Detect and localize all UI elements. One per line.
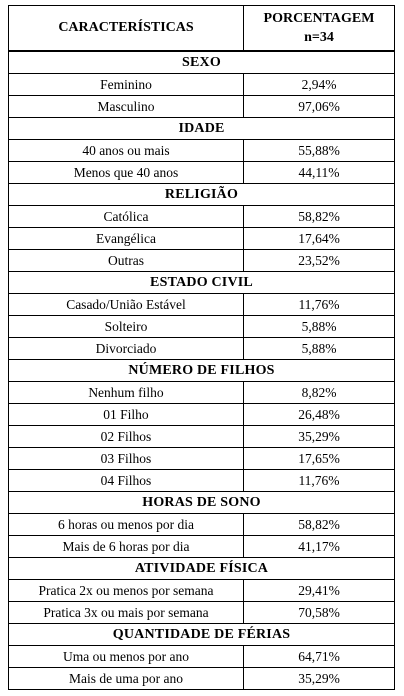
row-percentage: 2,94% [244, 74, 395, 96]
row-percentage: 58,82% [244, 514, 395, 536]
row-label: Masculino [9, 96, 244, 118]
table-row [9, 382, 395, 404]
section-title: RELIGIÃO [9, 184, 395, 206]
table-row [9, 228, 395, 250]
header-percentage-label: PORCENTAGEM [263, 11, 375, 26]
section-header-row [9, 360, 395, 382]
row-label: Pratica 3x ou mais por semana [9, 602, 244, 624]
table-row [9, 74, 395, 96]
table-row [9, 162, 395, 184]
section-header-row [9, 51, 395, 74]
section-title: HORAS DE SONO [9, 492, 395, 514]
row-percentage: 11,76% [244, 470, 395, 492]
row-percentage: 44,11% [244, 162, 395, 184]
row-label: 02 Filhos [9, 426, 244, 448]
row-percentage: 17,65% [244, 448, 395, 470]
header-row [9, 6, 395, 52]
table-row [9, 536, 395, 558]
row-percentage: 35,29% [244, 426, 395, 448]
row-percentage: 29,41% [244, 580, 395, 602]
row-label: Outras [9, 250, 244, 272]
row-percentage: 23,52% [244, 250, 395, 272]
table-row [9, 96, 395, 118]
row-percentage: 97,06% [244, 96, 395, 118]
row-percentage: 35,29% [244, 668, 395, 690]
row-percentage: 41,17% [244, 536, 395, 558]
row-percentage: 17,64% [244, 228, 395, 250]
section-header-row [9, 558, 395, 580]
row-percentage: 11,76% [244, 294, 395, 316]
section-header-row [9, 272, 395, 294]
row-percentage: 8,82% [244, 382, 395, 404]
section-header-row [9, 184, 395, 206]
table-row [9, 404, 395, 426]
section-title: NÚMERO DE FILHOS [9, 360, 395, 382]
row-percentage: 55,88% [244, 140, 395, 162]
table-row [9, 316, 395, 338]
table-row [9, 250, 395, 272]
header-sample-size: n=34 [304, 30, 334, 45]
table-row [9, 646, 395, 668]
row-label: Divorciado [9, 338, 244, 360]
row-label: Pratica 2x ou menos por semana [9, 580, 244, 602]
table-row [9, 514, 395, 536]
section-header-row [9, 118, 395, 140]
row-label: 40 anos ou mais [9, 140, 244, 162]
row-label: 01 Filho [9, 404, 244, 426]
row-percentage: 5,88% [244, 338, 395, 360]
section-title: SEXO [9, 51, 395, 74]
row-label: Nenhum filho [9, 382, 244, 404]
table-row [9, 140, 395, 162]
row-label: Casado/União Estável [9, 294, 244, 316]
row-label: Evangélica [9, 228, 244, 250]
row-label: Mais de 6 horas por dia [9, 536, 244, 558]
table-row [9, 426, 395, 448]
row-percentage: 64,71% [244, 646, 395, 668]
row-label: Feminino [9, 74, 244, 96]
row-label: Menos que 40 anos [9, 162, 244, 184]
characteristics-table-wrapper [8, 5, 394, 690]
row-percentage: 26,48% [244, 404, 395, 426]
section-title: QUANTIDADE DE FÉRIAS [9, 624, 395, 646]
header-percentage [244, 6, 395, 52]
table-row [9, 580, 395, 602]
table-row [9, 338, 395, 360]
characteristics-table [8, 5, 395, 690]
row-label: 6 horas ou menos por dia [9, 514, 244, 536]
row-label: 04 Filhos [9, 470, 244, 492]
header-characteristics: CARACTERÍSTICAS [9, 6, 244, 52]
section-title: IDADE [9, 118, 395, 140]
table-row [9, 602, 395, 624]
row-percentage: 58,82% [244, 206, 395, 228]
section-title: ATIVIDADE FÍSICA [9, 558, 395, 580]
table-row [9, 668, 395, 690]
row-label: Uma ou menos por ano [9, 646, 244, 668]
section-header-row [9, 492, 395, 514]
table-row [9, 294, 395, 316]
table-row [9, 448, 395, 470]
row-label: Mais de uma por ano [9, 668, 244, 690]
row-label: Católica [9, 206, 244, 228]
row-percentage: 70,58% [244, 602, 395, 624]
row-label: 03 Filhos [9, 448, 244, 470]
table-row [9, 206, 395, 228]
section-title: ESTADO CIVIL [9, 272, 395, 294]
row-percentage: 5,88% [244, 316, 395, 338]
section-header-row [9, 624, 395, 646]
table-body [9, 51, 395, 690]
table-header [9, 6, 395, 52]
row-label: Solteiro [9, 316, 244, 338]
table-row [9, 470, 395, 492]
